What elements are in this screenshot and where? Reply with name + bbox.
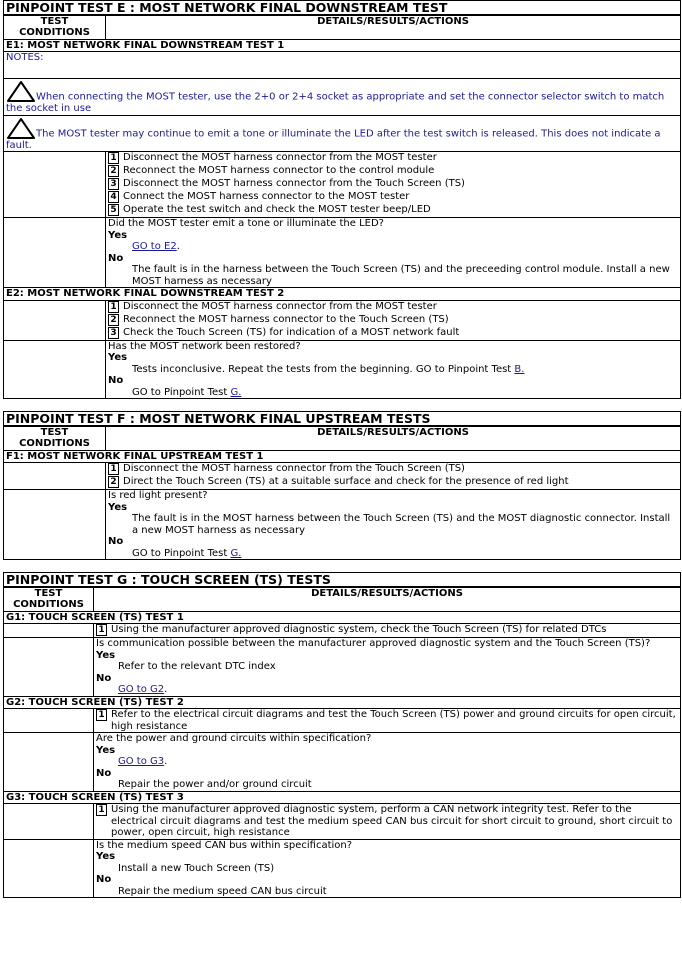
step-number: 5	[108, 204, 119, 216]
conditions-cell	[4, 624, 94, 638]
yes-action-text: Tests inconclusive. Repeat the tests from the beginning. GO to Pinpoint Test	[132, 363, 512, 375]
header-details: DETAILS/RESULTS/ACTIONS	[106, 426, 681, 451]
step-item	[108, 165, 678, 178]
section-heading-e2: E2: MOST NETWORK FINAL DOWNSTREAM TEST 2	[4, 288, 681, 301]
step-number: 2	[108, 314, 119, 326]
steps-f1	[106, 463, 681, 490]
no-label: No	[108, 252, 124, 264]
pinpoint-test-g	[3, 572, 681, 898]
note-1	[4, 79, 681, 116]
no-action: The fault is in the harness between the Touch Screen (TS) and the preceeding control module. Install a new MOST harness as necessary	[132, 264, 670, 287]
no-action	[96, 684, 678, 696]
yes-label: Yes	[96, 744, 116, 756]
step-item	[108, 327, 678, 340]
go-to-test-g-link[interactable]: G.	[230, 547, 242, 559]
page-title: PINPOINT TEST E : MOST NETWORK FINAL DOWNSTREAM TEST	[4, 1, 681, 15]
punctuation: .	[176, 241, 180, 252]
conditions-cell	[4, 709, 94, 733]
punctuation: .	[164, 756, 168, 767]
punctuation: .	[164, 684, 168, 695]
step-text: Disconnect the MOST harness connector from the MOST tester	[123, 152, 437, 163]
yes-action	[108, 364, 678, 376]
step-item	[108, 476, 678, 489]
section-heading-g2: G2: TOUCH SCREEN (TS) TEST 2	[4, 696, 681, 709]
conditions-cell	[4, 463, 106, 490]
step-text: Disconnect the MOST harness connector from the Touch Screen (TS)	[123, 178, 465, 189]
yes-action: The fault is in the MOST harness between the Touch Screen (TS) and the MOST diagnostic connector. Install a new MOST harness as necessary	[132, 513, 671, 536]
step-number: 3	[108, 178, 119, 190]
no-action	[108, 387, 678, 399]
section-title: PINPOINT TEST F : MOST NETWORK FINAL UPSTREAM TESTS	[4, 412, 681, 426]
step-number: 1	[96, 624, 107, 636]
pinpoint-test-e	[3, 0, 681, 399]
results-e1	[106, 218, 681, 288]
steps-g3	[94, 804, 681, 840]
step-number: 4	[108, 191, 119, 203]
step-text: Using the manufacturer approved diagnostic system, perform a CAN network integrity test. Refer to the electrical circuit diagrams and test the medium speed CAN bus circuit for short circuit to ground, short circuit to power, open circuit, high resistance	[111, 804, 673, 838]
yes-label: Yes	[96, 851, 116, 862]
conditions-cell	[4, 218, 106, 288]
header-test-conditions: TEST CONDITIONS	[4, 15, 106, 40]
question: Is red light present?	[108, 490, 208, 501]
step-number: 1	[96, 709, 107, 721]
step-number: 3	[108, 327, 119, 339]
step-item	[96, 624, 678, 637]
section-heading-g3: G3: TOUCH SCREEN (TS) TEST 3	[4, 791, 681, 804]
step-text: Using the manufacturer approved diagnostic system, check the Touch Screen (TS) for related DTCs	[111, 624, 607, 635]
step-item	[96, 709, 678, 732]
step-item	[96, 804, 678, 839]
pinpoint-test-f	[3, 411, 681, 560]
step-item	[108, 463, 678, 476]
note-2-text: The MOST tester may continue to emit a tone or illuminate the LED after the test switch is released. This does not indicate a fault.	[6, 128, 661, 151]
header-details: DETAILS/RESULTS/ACTIONS	[94, 587, 681, 612]
section-heading-g1: G1: TOUCH SCREEN (TS) TEST 1	[4, 611, 681, 624]
yes-action	[108, 241, 678, 253]
yes-action	[96, 756, 678, 768]
no-action-text: GO to Pinpoint Test	[132, 547, 228, 559]
no-action-text: GO to Pinpoint Test	[132, 386, 228, 398]
steps-g1	[94, 624, 681, 638]
step-number: 2	[108, 476, 119, 488]
header-test-conditions: TEST CONDITIONS	[4, 587, 94, 612]
question: Did the MOST tester emit a tone or illuminate the LED?	[108, 218, 384, 229]
conditions-cell	[4, 638, 94, 697]
step-text: Reconnect the MOST harness connector to the Touch Screen (TS)	[123, 313, 449, 325]
question: Is communication possible between the manufacturer approved diagnostic system and the Touch Screen (TS)?	[96, 638, 651, 649]
go-to-g3-link[interactable]: GO to G3	[118, 756, 165, 767]
question: Are the power and ground circuits within specification?	[96, 733, 372, 744]
yes-label: Yes	[108, 352, 128, 363]
question: Has the MOST network been restored?	[108, 340, 301, 352]
question: Is the medium speed CAN bus within specification?	[96, 839, 353, 851]
header-details: DETAILS/RESULTS/ACTIONS	[106, 15, 681, 40]
step-text: Connect the MOST harness connector to the MOST tester	[123, 191, 410, 202]
note-1-text: When connecting the MOST tester, use the 2+0 or 2+4 socket as appropriate and set the connector selector switch to match the socket in use	[6, 91, 665, 114]
conditions-cell	[4, 300, 106, 340]
section-heading-e1: E1: MOST NETWORK FINAL DOWNSTREAM TEST 1	[4, 39, 681, 52]
conditions-cell	[4, 152, 106, 218]
step-text: Operate the test switch and check the MOST tester beep/LED	[123, 204, 431, 215]
conditions-cell	[4, 733, 94, 792]
results-g3	[94, 839, 681, 898]
section-title: PINPOINT TEST G : TOUCH SCREEN (TS) TESTS	[4, 573, 681, 587]
step-item	[108, 191, 678, 204]
go-to-e2-link[interactable]: GO to E2	[132, 241, 177, 252]
conditions-cell	[4, 490, 106, 560]
step-item	[108, 204, 678, 217]
yes-action: Refer to the relevant DTC index	[118, 661, 276, 672]
steps-e2	[106, 300, 681, 340]
results-e2	[106, 340, 681, 399]
notes-label: NOTES:	[4, 52, 681, 79]
step-number: 1	[108, 152, 119, 164]
header-test-conditions: TEST CONDITIONS	[4, 426, 106, 451]
step-text: Disconnect the MOST harness connector from the MOST tester	[123, 300, 437, 312]
no-action: Repair the power and/or ground circuit	[118, 779, 312, 790]
step-item	[108, 152, 678, 165]
results-f1	[106, 490, 681, 560]
warning-triangle-icon	[6, 116, 36, 140]
section-heading-f1: F1: MOST NETWORK FINAL UPSTREAM TEST 1	[4, 450, 681, 463]
no-action: Repair the medium speed CAN bus circuit	[118, 885, 327, 897]
conditions-cell	[4, 804, 94, 840]
step-text: Check the Touch Screen (TS) for indication of a MOST network fault	[123, 326, 460, 338]
results-g1	[94, 638, 681, 697]
steps-g2	[94, 709, 681, 733]
step-number: 1	[96, 804, 107, 816]
yes-label: Yes	[96, 649, 116, 661]
warning-triangle-icon	[6, 79, 36, 103]
note-2	[4, 115, 681, 152]
steps-e1	[106, 152, 681, 218]
step-item	[108, 178, 678, 191]
yes-label: Yes	[108, 229, 128, 241]
step-text: Disconnect the MOST harness connector from the Touch Screen (TS)	[123, 463, 465, 474]
step-item	[108, 314, 678, 327]
results-g2	[94, 733, 681, 792]
no-label: No	[96, 874, 112, 885]
go-to-test-g-link[interactable]: G.	[230, 386, 242, 398]
go-to-g2-link[interactable]: GO to G2	[118, 684, 165, 695]
step-text: Direct the Touch Screen (TS) at a suitable surface and check for the presence of red light	[123, 476, 569, 487]
no-label: No	[96, 672, 112, 684]
no-action	[108, 548, 678, 560]
step-text: Reconnect the MOST harness connector to the control module	[123, 165, 435, 176]
step-number: 2	[108, 165, 119, 177]
conditions-cell	[4, 839, 94, 898]
no-label: No	[108, 375, 124, 386]
step-text: Refer to the electrical circuit diagrams and test the Touch Screen (TS) power and ground circuits for open circuit, high resistance	[111, 709, 676, 732]
step-item	[108, 301, 678, 314]
no-label: No	[96, 767, 112, 779]
step-number: 1	[108, 301, 119, 313]
yes-action: Install a new Touch Screen (TS)	[118, 862, 275, 874]
conditions-cell	[4, 340, 106, 399]
go-to-test-b-link[interactable]: B.	[514, 363, 525, 375]
yes-label: Yes	[108, 501, 128, 513]
step-number: 1	[108, 463, 119, 475]
no-label: No	[108, 536, 124, 547]
